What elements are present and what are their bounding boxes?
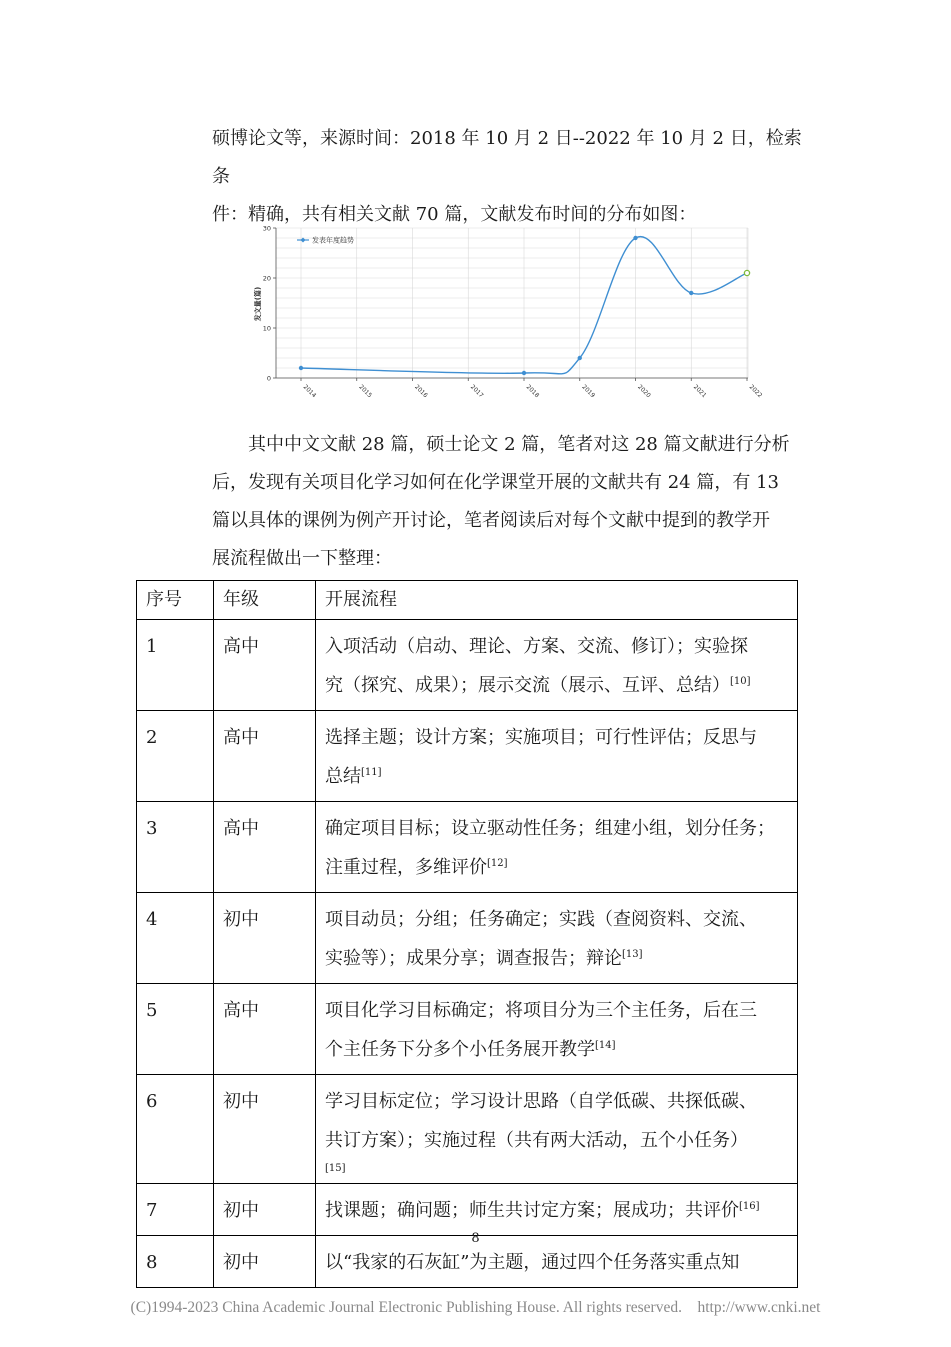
- process-text-line: 共订方案）；实施过程（共有两大活动，五个小任务）: [325, 1130, 748, 1151]
- y-tick-label: 10: [262, 324, 271, 333]
- x-tick-label: 2014: [301, 383, 318, 400]
- row-number-cell: 6: [137, 1075, 214, 1184]
- copyright-footer: (C)1994-2023 China Academic Journal Electronic Publishing House. All rights reserved. http://www.cnki.net: [130, 1299, 821, 1316]
- data-point: [744, 270, 749, 275]
- row-process-cell: [316, 1075, 798, 1184]
- x-tick-labels: [302, 383, 764, 399]
- row-grade-cell: 高中: [214, 711, 316, 802]
- process-text-line: 注重过程，多维评价: [325, 857, 487, 878]
- process-text-line: 入项活动（启动、理论、方案、交流、修订）；实验探: [325, 636, 748, 657]
- table-row: [137, 984, 798, 1075]
- process-text-line: 确定项目目标；设立驱动性任务；组建小组，划分任务；: [325, 818, 775, 839]
- x-tick-label: 2015: [357, 383, 374, 400]
- publication-trend-chart: [240, 218, 764, 408]
- process-text-line: 个主任务下分多个小任务展开教学: [325, 1039, 595, 1060]
- teaching-process-table: [136, 580, 798, 1288]
- x-tick-label: 2019: [580, 383, 597, 400]
- data-point: [522, 371, 526, 375]
- header-cell-process: 开展流程: [316, 581, 798, 620]
- process-text-line: 总结: [325, 766, 361, 787]
- body-line: 展流程做出一下整理：: [212, 548, 392, 569]
- row-number-cell: 3: [137, 802, 214, 893]
- row-grade-cell: 初中: [214, 893, 316, 984]
- body-line: 其中中文文献 28 篇，硕士论文 2 篇，笔者对这 28 篇文献进行分析: [248, 434, 790, 455]
- table-row: [137, 620, 798, 711]
- row-grade-cell: 初中: [214, 1184, 316, 1236]
- page-number: 8: [471, 1231, 480, 1246]
- x-tick-label: 2018: [524, 383, 541, 400]
- row-number-cell: 5: [137, 984, 214, 1075]
- row-process-cell: [316, 620, 798, 711]
- data-point: [299, 366, 303, 370]
- header-cell-grade: 年级: [214, 581, 316, 620]
- process-text-line: 选择主题；设计方案；实施项目；可行性评估；反思与: [325, 727, 757, 748]
- row-process-cell: [316, 893, 798, 984]
- chart-grid: [276, 228, 748, 378]
- table-row: [137, 893, 798, 984]
- process-text-line: 找课题；确问题；师生共讨定方案；展成功；共评价: [325, 1200, 739, 1221]
- data-point: [689, 291, 693, 295]
- row-process-cell: [316, 1184, 798, 1236]
- intro-line: 硕博论文等，来源时间：2018 年 10 月 2 日--2022 年 10 月 2 日，检索条: [212, 128, 802, 187]
- y-tick-label: 30: [262, 224, 271, 233]
- intro-paragraph: [212, 120, 808, 234]
- body-paragraph: [212, 426, 808, 578]
- body-line: 后，发现有关项目化学习如何在化学课堂开展的文献共有 24 篇，有 13: [212, 472, 779, 493]
- row-grade-cell: 初中: [214, 1236, 316, 1288]
- table-row: [137, 1184, 798, 1236]
- y-tick-label: 20: [262, 274, 271, 283]
- row-process-cell: [316, 802, 798, 893]
- row-process-cell: [316, 984, 798, 1075]
- y-tick-label: 0: [266, 374, 271, 383]
- data-point: [633, 236, 637, 240]
- table-row: [137, 802, 798, 893]
- body-line: 篇以具体的课例为例产开讨论，笔者阅读后对每个文献中提到的教学开: [212, 510, 770, 531]
- citation-marker: [14]: [595, 1040, 616, 1051]
- x-tick-label: 2016: [413, 383, 429, 400]
- header-cell-number: 序号: [137, 581, 214, 620]
- citation-marker: [11]: [361, 767, 382, 778]
- process-text-line: 学习目标定位；学习设计思路（自学低碳、共探低碳、: [325, 1091, 757, 1112]
- citation-marker: [15]: [325, 1163, 346, 1174]
- x-tick-label: 2022: [747, 383, 764, 400]
- row-number-cell: 8: [137, 1236, 214, 1288]
- y-axis-label: 发文量(篇): [254, 286, 262, 322]
- row-process-cell: [316, 711, 798, 802]
- x-tick-label: 2017: [468, 383, 485, 400]
- x-tick-label: 2021: [691, 383, 708, 400]
- citation-marker: [13]: [622, 949, 643, 960]
- intro-line: 件：精确，共有相关文献 70 篇，文献发布时间的分布如图：: [212, 204, 697, 225]
- row-grade-cell: 高中: [214, 984, 316, 1075]
- process-text-line: 项目化学习目标确定；将项目分为三个主任务，后在三: [325, 1000, 757, 1021]
- row-grade-cell: 高中: [214, 620, 316, 711]
- y-tick-labels: [263, 225, 271, 383]
- legend-label: 发表年度趋势: [312, 236, 354, 245]
- table-row: [137, 1075, 798, 1184]
- x-tick-label: 2020: [636, 383, 652, 400]
- chart-legend: [297, 236, 354, 245]
- citation-marker: [10]: [730, 676, 751, 687]
- process-text-line: 实验等）；成果分享；调查报告；辩论: [325, 948, 622, 969]
- process-text-line: 以“我家的石灰缸”为主题，通过四个任务落实重点知: [325, 1252, 740, 1273]
- table-row: [137, 711, 798, 802]
- table-header-row: [137, 581, 798, 620]
- process-text-line: 项目动员；分组；任务确定；实践（查阅资料、交流、: [325, 909, 757, 930]
- row-number-cell: 7: [137, 1184, 214, 1236]
- row-number-cell: 1: [137, 620, 214, 711]
- data-point: [578, 356, 582, 360]
- citation-marker: [12]: [487, 858, 508, 869]
- citation-marker: [16]: [739, 1201, 760, 1212]
- row-grade-cell: 初中: [214, 1075, 316, 1184]
- process-text-line: 究（探究、成果）；展示交流（展示、互评、总结）: [325, 675, 730, 696]
- row-number-cell: 2: [137, 711, 214, 802]
- row-number-cell: 4: [137, 893, 214, 984]
- row-grade-cell: 高中: [214, 802, 316, 893]
